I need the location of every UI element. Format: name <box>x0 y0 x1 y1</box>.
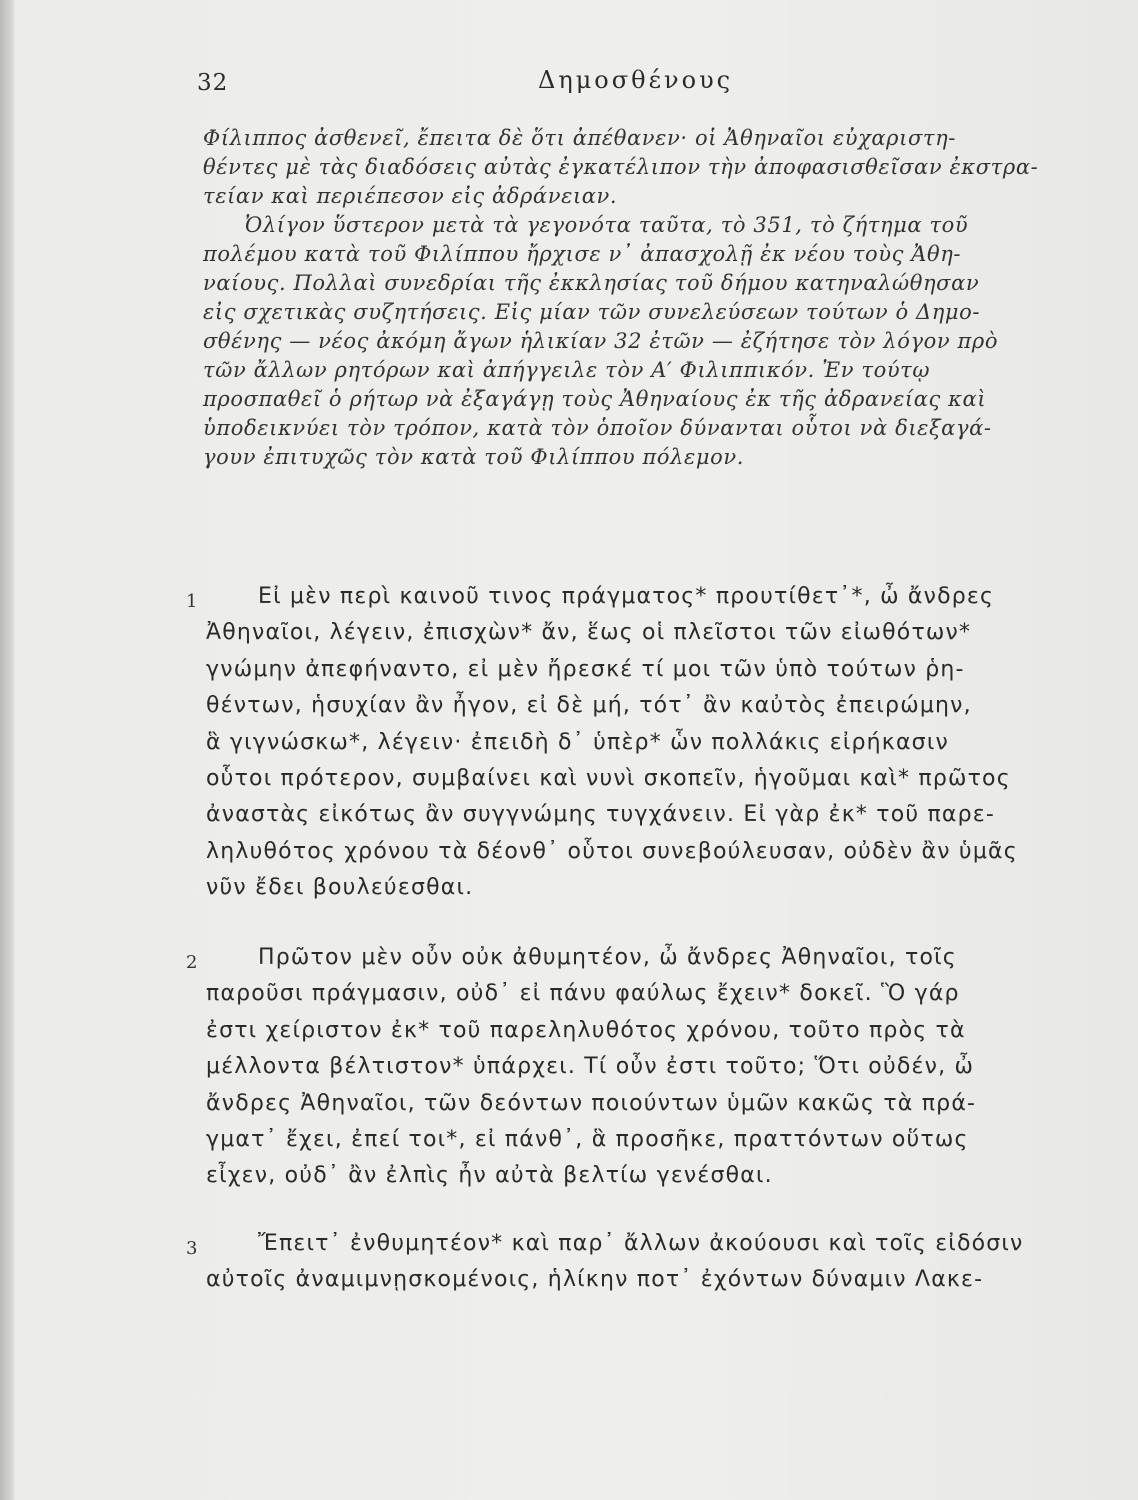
intro-line: πολέμου κατὰ τοῦ Φιλίππου ἤρχισε ν᾽ ἀπασχολῇ ἐκ νέου τοὺς Ἀθη- <box>203 242 962 266</box>
text-line: αὐτοῖς ἀναμιμνῃσκομένοις, ἡλίκην ποτ᾽ ἐχόντων δύναμιν Λακε- <box>206 1267 984 1293</box>
text-line: ἀναστὰς εἰκότως ἂν συγγνώμης τυγχάνειν. Εἰ γὰρ ἐκ* τοῦ παρε- <box>206 802 996 828</box>
text-line: Ἀθηναῖοι, λέγειν, ἐπισχὼν* ἄν, ἕως οἱ πλεῖστοι τῶν εἰωθότων* <box>206 620 972 646</box>
text-line: νῦν ἔδει βουλεύεσθαι. <box>206 875 474 901</box>
page-spine-shadow <box>0 0 14 1500</box>
intro-line: Ὀλίγον ὕστερον μετὰ τὰ γεγονότα ταῦτα, τὸ 351, τὸ ζήτημα τοῦ <box>245 213 969 237</box>
intro-line: προσπαθεῖ ὁ ρήτωρ νὰ ἐξαγάγῃ τοὺς Ἀθηναίους ἐκ τῆς ἀδρανείας καὶ <box>203 387 987 411</box>
text-line: οὗτοι πρότερον, συμβαίνει καὶ νυνὶ σκοπεῖν, ἡγοῦμαι καὶ* πρῶτος <box>206 766 1011 792</box>
text-line: γματ᾽ ἔχει, ἐπεί τοι*, εἰ πάνθ᾽, ἃ προσῆκε, πραττόντων οὕτως <box>206 1127 969 1153</box>
page-number: 32 <box>197 70 229 96</box>
intro-line: ναίους. Πολλαὶ συνεδρίαι τῆς ἐκκλησίας τοῦ δήμου κατηναλώθησαν <box>203 271 980 295</box>
intro-line: Φίλιππος ἀσθενεῖ, ἔπειτα δὲ ὅτι ἀπέθανεν· οἱ Ἀθηναῖοι εὐχαριστη- <box>203 126 956 150</box>
text-line: γνώμην ἀπεφήναντο, εἰ μὲν ἤρεσκέ τί μοι τῶν ὑπὸ τούτων ῥη- <box>206 656 965 682</box>
section-number: 3 <box>186 1238 198 1259</box>
intro-line: τῶν ἄλλων ρητόρων καὶ ἀπήγγειλε τὸν Α′ Φιλιππικόν. Ἐν τούτῳ <box>203 358 931 382</box>
text-line: ἄνδρες Ἀθηναῖοι, τῶν δεόντων ποιούντων ὑμῶν κακῶς τὰ πρά- <box>206 1090 977 1116</box>
intro-line: ὑποδεικνύει τὸν τρόπον, κατὰ τὸν ὁποῖον δύνανται οὗτοι νὰ διεξαγά- <box>203 416 992 440</box>
section-text <box>206 940 1131 1195</box>
introduction-paragraphs <box>203 124 1123 472</box>
text-line: Εἰ μὲν περὶ καινοῦ τινος πράγματος* προυτίθετ᾽*, ὦ ἄνδρες <box>258 584 995 609</box>
intro-line: σθένης — νέος ἀκόμη ἄγων ἡλικίαν 32 ἐτῶν — ἐζήτησε τὸν λόγον πρὸ <box>203 329 999 353</box>
section-text <box>206 1226 1131 1299</box>
section-number: 1 <box>186 591 198 612</box>
running-header-title: Δημοσθένους <box>538 66 734 94</box>
section-text <box>206 579 1131 907</box>
text-line: Πρῶτον μὲν οὖν οὐκ ἀθυμητέον, ὦ ἄνδρες Ἀθηναῖοι, τοῖς <box>258 945 957 970</box>
text-line: παροῦσι πράγμασιν, οὐδ᾽ εἰ πάνυ φαύλως ἔχειν* δοκεῖ. Ὃ γάρ <box>206 981 960 1007</box>
text-line: μέλλοντα βέλτιστον* ὑπάρχει. Τί οὖν ἐστι τοῦτο; Ὅτι οὐδέν, ὦ <box>206 1054 975 1080</box>
text-line: ἃ γιγνώσκω*, λέγειν· ἐπειδὴ δ᾽ ὑπὲρ* ὧν πολλάκις εἰρήκασιν <box>206 729 949 755</box>
intro-line: τείαν καὶ περιέπεσον εἰς ἀδράνειαν. <box>203 184 618 208</box>
text-line: Ἔπειτ᾽ ἐνθυμητέον* καὶ παρ᾽ ἄλλων ἀκούουσι καὶ τοῖς εἰδόσιν <box>258 1231 1024 1256</box>
intro-paragraph-1 <box>203 124 1123 211</box>
text-line: ληλυθότος χρόνου τὰ δέονθ᾽ οὗτοι συνεβούλευσαν, οὐδὲν ἂν ὑμᾶς <box>206 838 1018 864</box>
text-line: ἐστι χείριστον ἐκ* τοῦ παρεληλυθότος χρόνου, τοῦτο πρὸς τὰ <box>206 1017 966 1043</box>
intro-line: θέντες μὲ τὰς διαδόσεις αὐτὰς ἐγκατέλιπον τὴν ἀποφασισθεῖσαν ἐκστρα- <box>203 155 1039 179</box>
intro-paragraph-2 <box>203 211 1123 472</box>
intro-line: γουν ἐπιτυχῶς τὸν κατὰ τοῦ Φιλίππου πόλεμον. <box>203 445 745 469</box>
section-number: 2 <box>186 952 198 973</box>
text-line: θέντων, ἡσυχίαν ἂν ἦγον, εἰ δὲ μή, τότ᾽ ἂν καὐτὸς ἐπειρώμην, <box>206 693 972 719</box>
text-line: εἶχεν, οὐδ᾽ ἂν ἐλπὶς ἦν αὐτὰ βελτίω γενέσθαι. <box>206 1163 773 1189</box>
intro-line: εἰς σχετικὰς συζητήσεις. Εἰς μίαν τῶν συνελεύσεων τούτων ὁ Δημο- <box>203 300 981 324</box>
